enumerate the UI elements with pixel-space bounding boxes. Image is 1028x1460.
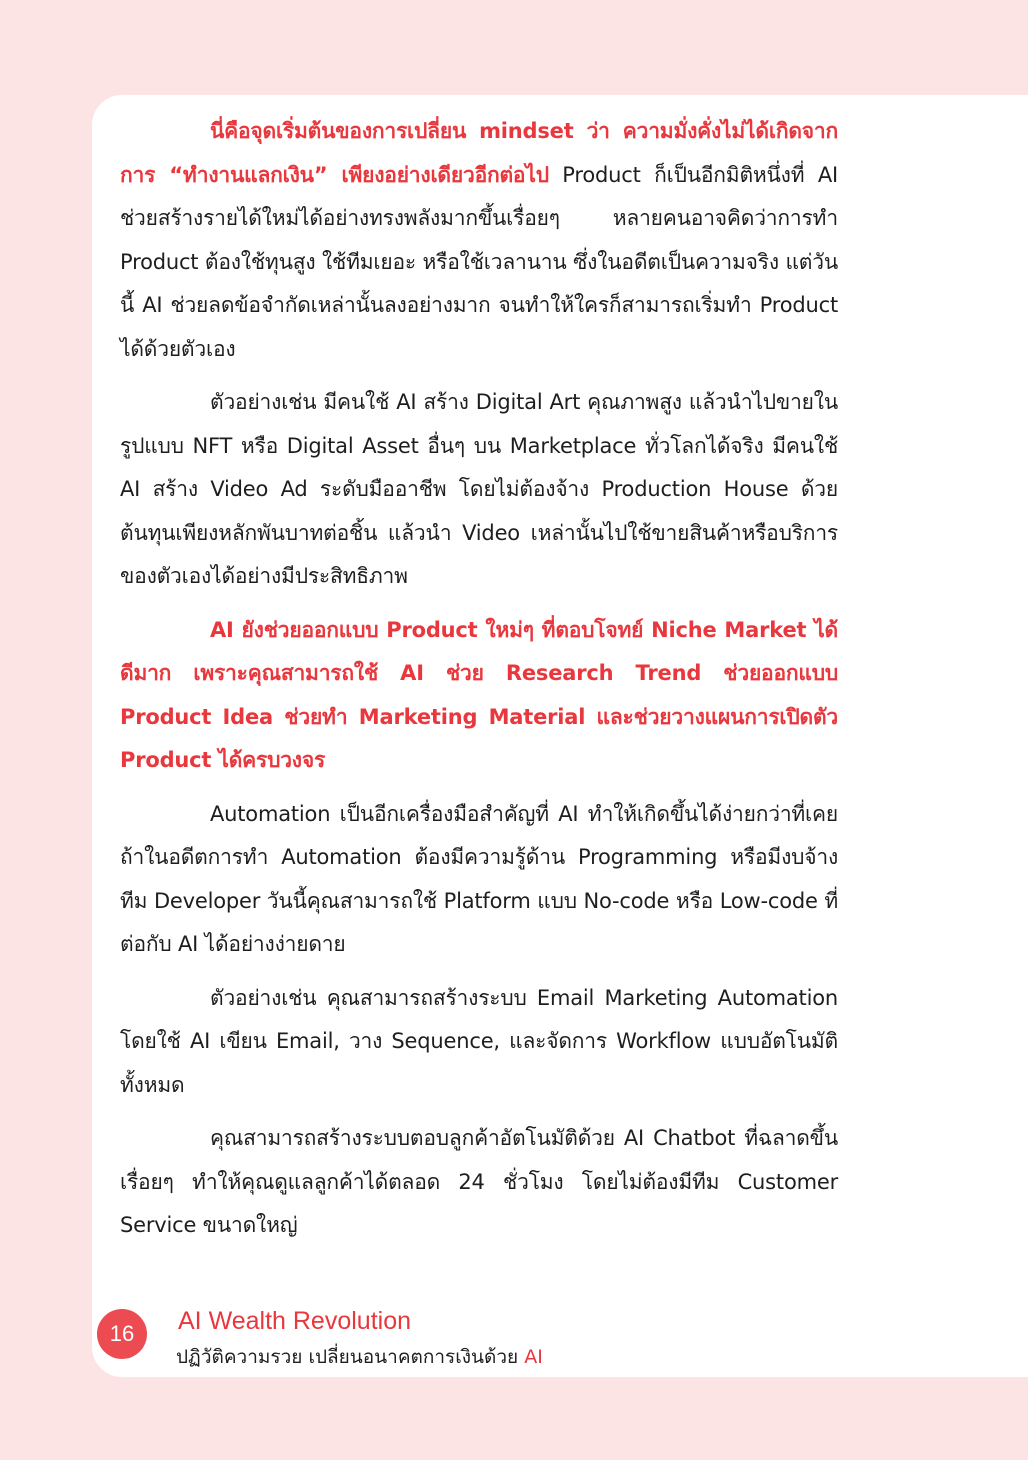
book-title: AI Wealth Revolution (178, 1307, 411, 1335)
book-subtitle-accent: AI (524, 1346, 543, 1368)
paragraph-6 (120, 1117, 838, 1248)
paragraph-4-text: Automation เป็นอีกเครื่องมือสำคัญที่ AI ทำให้เกิดขึ้นได้ง่ายกว่าที่เคย ถ้าในอดีตการทำ Automation ต้องมีความรู้ด้าน Programming หรือมีงบจ้างทีม Developer วันนี้คุณสามารถใช้ Platform แบบ No-code หรือ Low-code ที่ต่อกับ AI ได้อย่างง่ายดาย (120, 801, 838, 956)
paragraph-2-text: ตัวอย่างเช่น มีคนใช้ AI สร้าง Digital Art คุณภาพสูง แล้วนำไปขายในรูปแบบ NFT หรือ Digital Asset อื่นๆ บน Marketplace ทั่วโลกได้จริง มีคนใช้ AI สร้าง Video Ad ระดับมืออาชีพ โดยไม่ต้องจ้าง Production House ด้วยต้นทุนเพียงหลักพันบาทต่อชิ้น แล้วนำ Video เหล่านั้นไปใช้ขายสินค้าหรือบริการของตัวเองได้อย่างมีประสิทธิภาพ (120, 390, 838, 588)
paragraph-6-text: คุณสามารถสร้างระบบตอบลูกค้าอัตโนมัติด้วย AI Chatbot ที่ฉลาดขึ้นเรื่อยๆ ทำให้คุณดูแลลูกค้าได้ตลอด 24 ชั่วโมง โดยไม่ต้องมีทีม Customer Service ขนาดใหญ่ (120, 1126, 838, 1237)
paragraph-5-text: ตัวอย่างเช่น คุณสามารถสร้างระบบ Email Marketing Automation โดยใช้ AI เขียน Email, วาง Sequence, และจัดการ Workflow แบบอัตโนมัติทั้งหมด (120, 985, 838, 1097)
paragraph-1 (120, 110, 838, 371)
book-subtitle (176, 1342, 543, 1372)
paragraph-3 (120, 609, 838, 783)
paragraph-3-highlight: AI ยังช่วยออกแบบ Product ใหม่ๆ ที่ตอบโจทย์ Niche Market ได้ดีมาก เพราะคุณสามารถใช้ AI ช่วย Research Trend ช่วยออกแบบ Product Idea ช่วยทำ Marketing Material และช่วยวางแผนการเปิดตัว Product ได้ครบวงจร (120, 617, 839, 772)
paragraph-1-text: Product ก็เป็นอีกมิติหนึ่งที่ AI ช่วยสร้างรายได้ใหม่ได้อย่างทรงพลังมากขึ้นเรื่อยๆ หลายคนอาจคิดว่าการทำ Product ต้องใช้ทุนสูง ใช้ทีมเยอะ หรือใช้เวลานาน ซึ่งในอดีตเป็นความจริง แต่วันนี้ AI ช่วยลดข้อจำกัดเหล่านั้นลงอย่างมาก จนทำให้ใครก็สามารถเริ่มทำ Product ได้ด้วยตัวเอง (120, 162, 838, 361)
paragraph-1-highlight: นี่คือจุดเริ่มต้นของการเปลี่ยน mindset ว่า ความมั่งคั่งไม่ได้เกิดจากการ “ทำงานแลกเงิน” เพียงอย่างเดียวอีกต่อไป (120, 119, 838, 187)
paragraph-5 (120, 977, 838, 1108)
paragraph-2 (120, 381, 838, 599)
body-text (120, 110, 838, 1258)
page-number-badge: 16 (97, 1309, 147, 1359)
paragraph-4 (120, 793, 838, 967)
book-subtitle-main: ปฏิวัติความรวย เปลี่ยนอนาคตการเงินด้วย (176, 1346, 525, 1368)
